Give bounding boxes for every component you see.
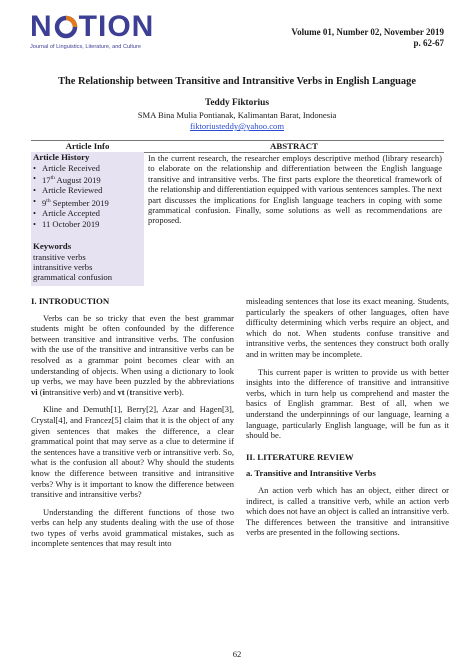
logo-subtitle: Journal of Linguistics, Literature, and Culture [30, 44, 142, 50]
journal-logo [30, 12, 200, 60]
author-name: Teddy Fiktorius [205, 98, 269, 108]
article-history-heading: Article History [33, 152, 90, 162]
article-info-panel [31, 152, 144, 286]
volume-line: Volume 01, Number 02, November 2019 [291, 27, 444, 37]
author-affiliation: SMA Bina Mulia Pontianak, Kalimantan Barat, Indonesia [137, 110, 337, 120]
author-email-link[interactable] [30, 121, 444, 131]
keyword: intransitive verbs [33, 261, 93, 272]
keyword: transitive verbs [33, 251, 86, 262]
body-column-right [246, 296, 449, 545]
history-date: • 11 October 2019 [33, 219, 144, 230]
body-column-left [31, 296, 234, 556]
body-paragraph: Kline and Demuth[1], Berry[2], Azar and Hagen[3], Crystal[4], and Francez[5] claim that it is the object of any given sentences that makes the difference, a clear grammatical point that may serve as a clue to determine if the sentences have a transitive verb or intransitive verb. So, what is the confusion all about? Why should the students know the difference between transitive and intransitive verbs? Why is it important to know the difference between transitive and intransitive verbs? [31, 404, 234, 500]
logo-wordmark: N TION [30, 10, 155, 43]
body-paragraph: Understanding the different functions of those two verbs can help any students dealing with the use of those two types of verbs avoid grammatical mistakes, such as incomplete sentences that may result into [31, 506, 234, 549]
history-label: • Article Reviewed [42, 185, 103, 196]
history-item [33, 163, 144, 174]
body-paragraph: misleading sentences that lose its exact meaning. Students, particularly the speakers of other languages, often have difficulty determining which verbs require an object, and which do not. When students confuse transitive and intransitive verbs, the sentences they construct both orally and in written may be incomplete. [246, 296, 449, 359]
article-info-table [31, 140, 444, 286]
section-heading-literature-review: II. LITERATURE REVIEW [246, 451, 354, 462]
paper-title: The Relationship between Transitive and Intransitive Verbs in English Language [58, 76, 416, 87]
pages-line: p. 62-67 [413, 38, 444, 48]
article-history-list [31, 163, 144, 230]
logo-o-mark-icon [54, 15, 78, 39]
abstract-header: ABSTRACT [144, 140, 444, 153]
history-item [33, 185, 144, 196]
history-label: • Article Received [42, 162, 100, 173]
keyword: grammatical confusion [33, 271, 112, 282]
journal-issue-info [291, 27, 444, 49]
history-date: • 17th August 2019 [33, 173, 144, 185]
history-date: • 9th September 2019 [33, 196, 144, 208]
history-label: • Article Accepted [42, 208, 100, 219]
body-paragraph: An action verb which has an object, either direct or indirect, is called a transitive verb, while an action verb which does not have an object is called an intransitive verb. The differences between the transitive and intransitive verbs are presented in the following sections. [246, 484, 449, 538]
subsection-heading: a. Transitive and Intransitive Verbs [246, 468, 376, 479]
abstract-text: In the current research, the researcher employs descriptive method (library research) to elaborate on the relationship and differentiation between the English language transitive and intransitive verbs. The first parts explore the theoretical framework of the relationship and differentiation equipped with various sentences samples. The next part discusses the implications for English language teachers in coping with some grammatical confusion. Finally, some solutions as well as recommendations are proposed. [148, 153, 442, 226]
article-info-header: Article Info [31, 140, 144, 153]
email-text[interactable]: fiktoriusteddy@yahoo.com [189, 121, 285, 131]
history-item [33, 208, 144, 219]
keywords-heading: Keywords [33, 241, 72, 252]
section-heading-introduction: I. INTRODUCTION [31, 296, 110, 306]
body-paragraph: Verbs can be so tricky that even the best grammar students might be often confounded by the difference between transitive and intransitive verbs. The confusion with the use of the transitive and intransitive verbs can be resolved as a grammar point becomes clear with an understanding of objects. When using a dictionary to look up verbs, we may have been puzzled by the abbreviations vi (intransitive verb) and vt (transitive verb). [31, 312, 234, 397]
body-paragraph: This current paper is written to provide us with better insights into the difference of transitive and intransitive verbs, which in turn help us comprehend and master the basics of English grammar. Best of all, when we understand the underpinnings of our language, learning a language, particularly English language, will be fun as it should be. [246, 366, 449, 441]
page-number: 62 [232, 649, 242, 659]
